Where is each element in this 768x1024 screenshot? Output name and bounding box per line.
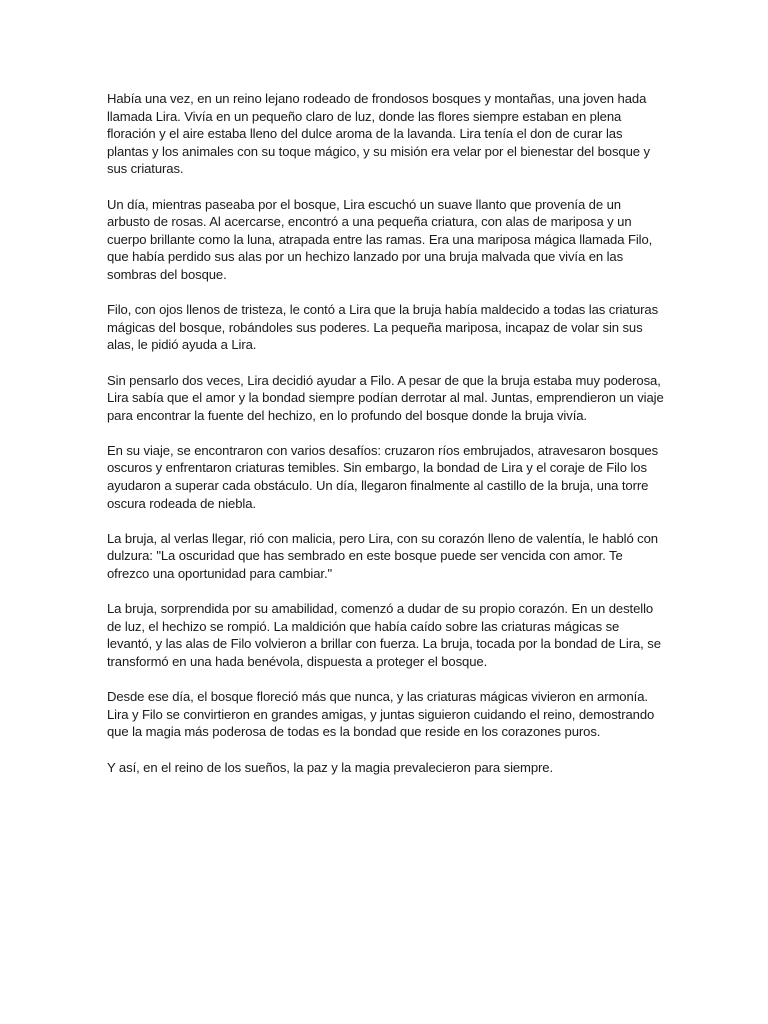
paragraph-9: Y así, en el reino de los sueños, la paz y la magia prevalecieron para siempre. <box>107 759 554 775</box>
paragraph-2: Un día, mientras paseaba por el bosque, Lira escuchó un suave llanto que provenía de un arbusto de rosas. Al acercarse, encontró a una pequeña criatura, con alas de mariposa y un cuerpo brillante como la luna, atrapada entre las ramas. Era una mariposa mágica llamada Filo, que había perdido sus alas por un hechizo lanzado por una bruja malvada que vivía en las sombras del bosque. <box>107 196 653 282</box>
paragraph-5: En su viaje, se encontraron con varios desafíos: cruzaron ríos embrujados, atravesaron bosques oscuros y enfrentaron criaturas temibles. Sin embargo, la bondad de Lira y el coraje de Filo los ayudaron a superar cada obstáculo. Un día, llegaron finalmente al castillo de la bruja, una torre oscura rodeada de niebla. <box>107 442 659 511</box>
paragraph-7: La bruja, sorprendida por su amabilidad, comenzó a dudar de su propio corazón. En un destello de luz, el hechizo se rompió. La maldición que había caído sobre las criaturas mágicas se levantó, y las alas de Filo volvieron a brillar con fuerza. La bruja, tocada por la bondad de Lira, se transformó en una hada benévola, dispuesta a proteger el bosque. <box>107 601 661 669</box>
paragraph-3: Filo, con ojos llenos de tristeza, le contó a Lira que la bruja había maldecido a todas las criaturas mágicas del bosque, robándoles sus poderes. La pequeña mariposa, incapaz de volar sin sus alas, le pidió ayuda a Lira. <box>107 302 659 353</box>
document-page <box>107 90 667 794</box>
paragraph-6: La bruja, al verlas llegar, rió con malicia, pero Lira, con su corazón lleno de valentía, le habló con dulzura: "La oscuridad que has sembrado en este bosque puede ser vencida con amor. Te ofrezco una oportunidad para cambiar." <box>107 530 658 582</box>
paragraph-8: Desde ese día, el bosque floreció más que nunca, y las criaturas mágicas vivieron en armonía. Lira y Filo se convirtieron en grandes amigas, y juntas siguieron cuidando el reino, demostrando que la magia más poderosa de todas es la bondad que reside en los corazones puros. <box>107 689 655 740</box>
paragraph-4: Sin pensarlo dos veces, Lira decidió ayudar a Filo. A pesar de que la bruja estaba muy poderosa, Lira sabía que el amor y la bondad siempre podían derrotar al mal. Juntas, emprendieron un viaje para encontrar la fuente del hechizo, en lo profundo del bosque donde la bruja vivía. <box>107 372 664 423</box>
paragraph-1: Había una vez, en un reino lejano rodeado de frondosos bosques y montañas, una joven hada llamada Lira. Vivía en un pequeño claro de luz, donde las flores siempre estaban en plena floración y el aire estaba lleno del dulce aroma de la lavanda. Lira tenía el don de curar las plantas y los animales con su toque mágico, y su misión era velar por el bienestar del bosque y sus criaturas. <box>107 91 650 177</box>
